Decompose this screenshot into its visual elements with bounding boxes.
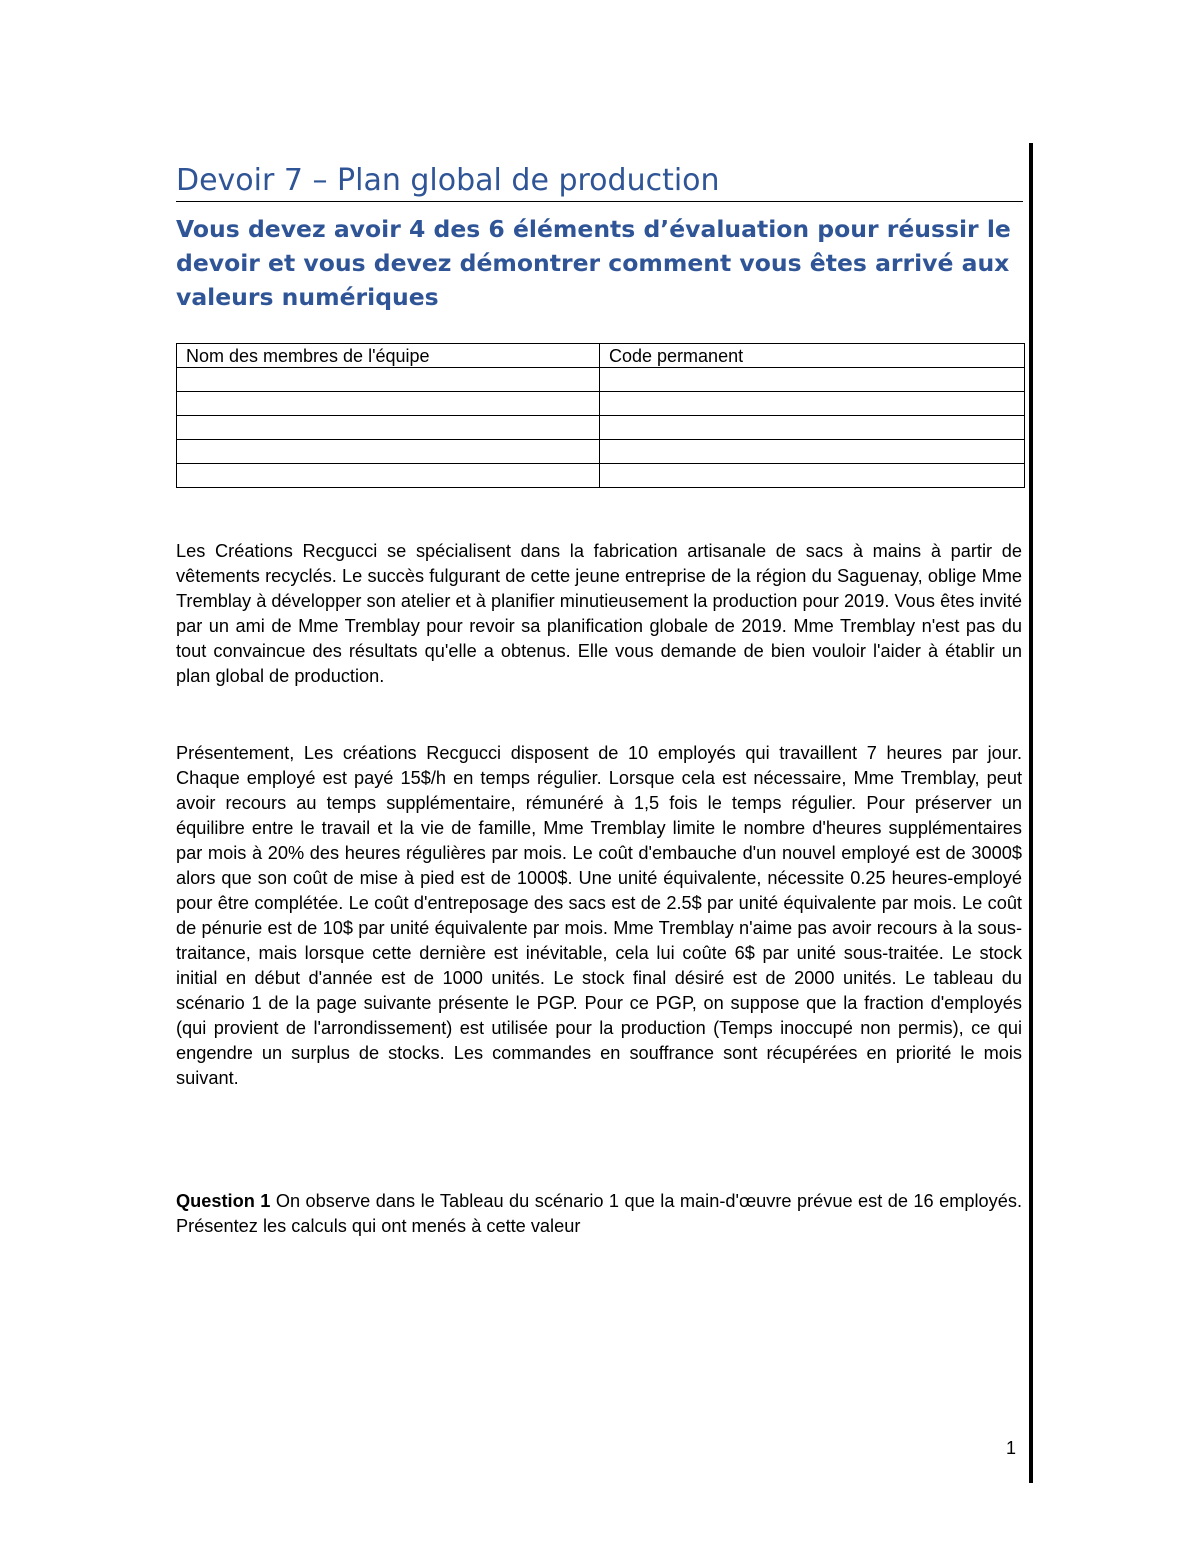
team-member-name-cell[interactable]: [177, 368, 600, 392]
permanent-code-cell[interactable]: [600, 392, 1025, 416]
document-subtitle: Vous devez avoir 4 des 6 éléments d’évaluation pour réussir le devoir et vous devez démontrer comment vous êtes arrivé aux valeurs numériques: [176, 215, 1011, 311]
team-member-name-cell[interactable]: [177, 440, 600, 464]
production-parameters-paragraph: Présentement, Les créations Recgucci disposent de 10 employés qui travaillent 7 heures par jour. Chaque employé est payé 15$/h en temps régulier. Lorsque cela est nécessaire, Mme Tremblay, peut avoir recours au temps supplémentaire, rémunéré à 1,5 fois le temps régulier. Pour préserver un équilibre entre le travail et la vie de famille, Mme Tremblay limite le nombre d'heures supplémentaires par mois à 20% des heures régulières par mois. Le coût d'embauche d'un nouvel employé est de 3000$ alors que son coût de mise à pied est de 1000$. Une unité équivalente, nécessite 0.25 heures-employé pour être complétée. Le coût d'entreposage des sacs est de 2.5$ par unité équivalente par mois. Le coût de pénurie est de 10$ par unité équivalente par mois. Mme Tremblay n'aime pas avoir recours à la sous-traitance, mais lorsque cette dernière est inévitable, cela lui coûte 6$ par unité sous-traitée. Le stock initial en début d'année est de 1000 unités. Le stock final désiré est de 2000 unités. Le tableau du scénario 1 de la page suivante présente le PGP. Pour ce PGP, on suppose que la fraction d'employés (qui provient de l'arrondissement) est utilisée pour la production (Temps inoccupé non permis), ce qui engendre un surplus de stocks. Les commandes en souffrance sont récupérées en priorité le mois suivant.: [176, 743, 1022, 1088]
team-member-name-cell[interactable]: [177, 416, 600, 440]
column-header-team-members: Nom des membres de l'équipe: [177, 344, 600, 368]
document-title: Devoir 7 – Plan global de production: [176, 162, 1023, 202]
permanent-code-cell[interactable]: [600, 464, 1025, 488]
question-label: Question 1: [176, 1191, 271, 1211]
table-row: [177, 392, 1025, 416]
permanent-code-cell[interactable]: [600, 416, 1025, 440]
table-row: [177, 368, 1025, 392]
page-number: 1: [1006, 1438, 1017, 1458]
page-right-border: [1029, 143, 1033, 1483]
question-1: [176, 1189, 1022, 1239]
question-text: On observe dans le Tableau du scénario 1 que la main-d'œuvre prévue est de 16 employés. Présentez les calculs qui ont menés à cette valeur: [176, 1191, 1023, 1236]
permanent-code-cell[interactable]: [600, 440, 1025, 464]
table-row: [177, 464, 1025, 488]
table-header-row: [177, 344, 1025, 368]
permanent-code-cell[interactable]: [600, 368, 1025, 392]
column-header-permanent-code: Code permanent: [600, 344, 1025, 368]
team-members-table: [176, 343, 1025, 488]
company-context-paragraph: Les Créations Recgucci se spécialisent dans la fabrication artisanale de sacs à mains à partir de vêtements recyclés. Le succès fulgurant de cette jeune entreprise de la région du Saguenay, oblige Mme Tremblay à développer son atelier et à planifier minutieusement la production pour 2019. Vous êtes invité par un ami de Mme Tremblay pour revoir sa planification globale de 2019. Mme Tremblay n'est pas du tout convaincue des résultats qu'elle a obtenus. Elle vous demande de bien vouloir l'aider à établir un plan global de production.: [176, 541, 1022, 686]
team-member-name-cell[interactable]: [177, 392, 600, 416]
table-row: [177, 440, 1025, 464]
team-member-name-cell[interactable]: [177, 464, 600, 488]
table-row: [177, 416, 1025, 440]
